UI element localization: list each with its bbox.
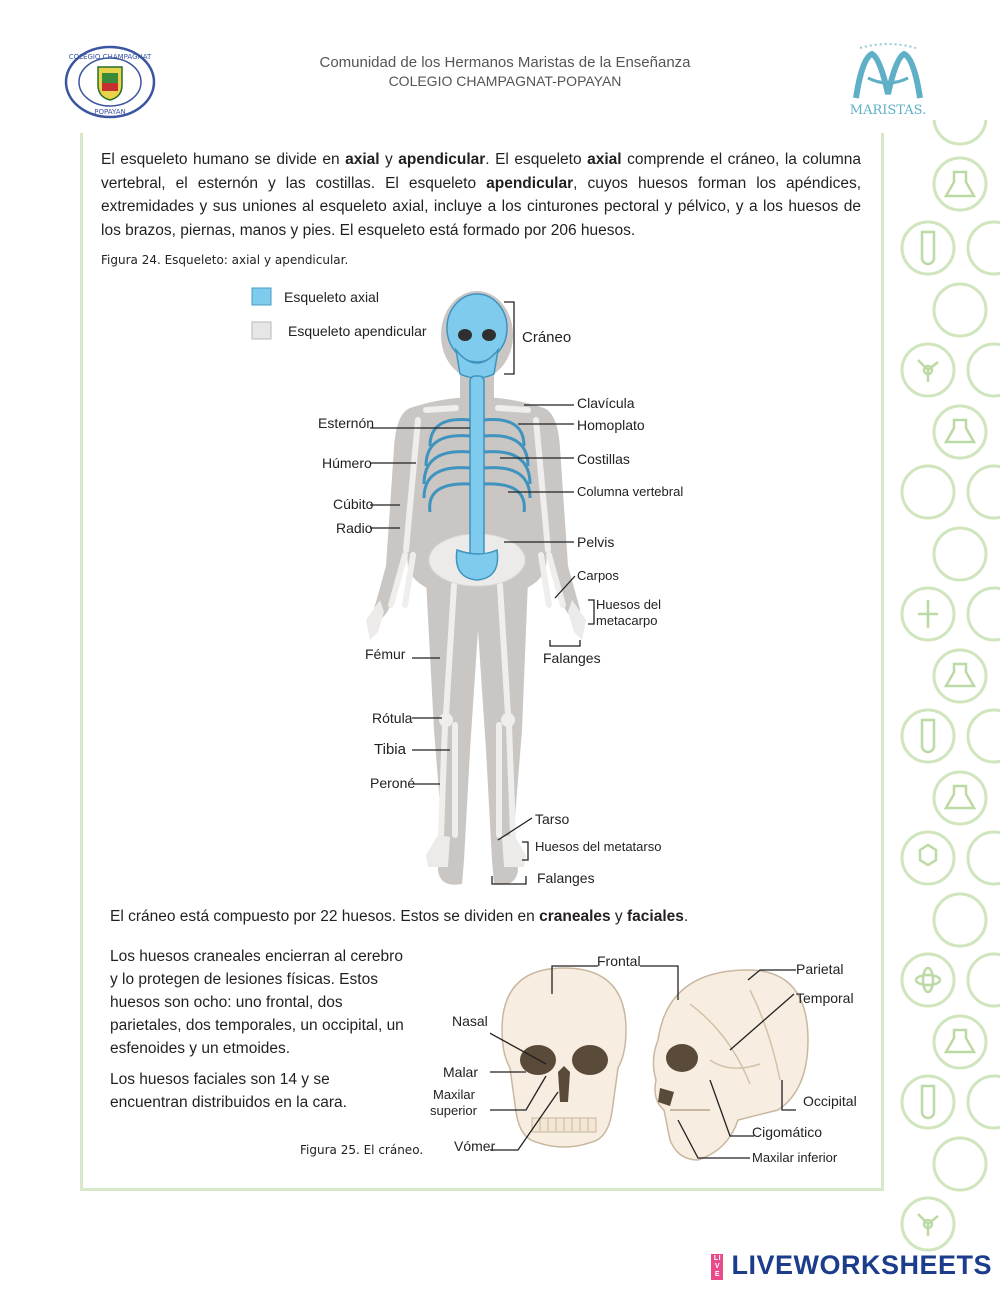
label-parietal: Parietal (796, 961, 844, 977)
liveworksheets-text: LIVEWORKSHEETS (731, 1250, 992, 1280)
decorative-science-icons (900, 120, 1000, 1260)
label-metacarpo-2: metacarpo (596, 613, 658, 628)
label-tibia: Tibia (374, 741, 406, 758)
label-pelvis: Pelvis (577, 534, 615, 550)
term-apendicular: apendicular (398, 151, 486, 168)
term-faciales: faciales (627, 908, 684, 925)
maristas-text: MARISTAS. (849, 103, 927, 118)
label-maxilar-2: superior (430, 1103, 477, 1118)
label-cigomatico: Cigomático (752, 1124, 823, 1140)
header-school: COLEGIO CHAMPAGNAT-POPAYAN (388, 73, 622, 89)
skeleton-figure (250, 280, 700, 900)
liveworksheets-mark: LIVE (711, 1254, 723, 1280)
label-esternon: Esternón (318, 415, 375, 431)
legend-apendicular-swatch (252, 322, 271, 339)
label-costillas: Costillas (577, 451, 630, 467)
label-carpos: Carpos (577, 568, 619, 583)
term-apendicular-2: apendicular (486, 174, 574, 192)
label-temporal: Temporal (796, 990, 854, 1006)
maristas-logo (838, 38, 938, 120)
label-columna: Columna vertebral (577, 484, 684, 499)
figure24-caption: Figura 24. Esqueleto: axial y apendicular. (101, 253, 349, 267)
label-frontal: Frontal (597, 953, 641, 969)
label-metacarpo-1: Huesos del (596, 597, 662, 612)
legend-axial-label: Esqueleto axial (284, 289, 379, 305)
intro-paragraph: El esqueleto humano se divide en axial y apendicular. El esqueleto axial comprende el cráneo, la columna vertebral, el esternón y las costillas. El esqueleto apendicular, cuyos huesos forman los apéndices, extremidades y sus uniones al esqueleto axial, incluye a los cinturones pectoral y pélvico, y a los huesos de los brazos, piernas, manos y pies. El esqueleto está formado por 206 huesos. (101, 151, 862, 239)
seal-text-top: COLEGIO CHAMPAGNAT (68, 53, 152, 61)
legend-axial-swatch (252, 288, 271, 305)
skull-front (502, 968, 626, 1147)
liveworksheets-logo (711, 1250, 992, 1281)
label-humero: Húmero (322, 455, 372, 471)
craneales-paragraph: Los huesos craneales encierran al cerebro y lo protegen de lesiones físicas. Estos huesos son ocho: uno frontal, dos parietales, dos temporales, un occipital, un esfenoides y un etmoides. (110, 948, 404, 1057)
header-community: Comunidad de los Hermanos Maristas de la Enseñanza (319, 54, 691, 71)
label-perone: Peroné (370, 775, 416, 791)
label-homoplato: Homoplato (577, 417, 645, 433)
label-cubito: Cúbito (333, 496, 374, 512)
label-maxilar-inferior: Maxilar inferior (752, 1150, 838, 1165)
label-falanges-mano: Falanges (543, 650, 601, 666)
label-metatarso: Huesos del metatarso (535, 839, 662, 854)
term-axial-2: axial (587, 151, 622, 168)
label-tarso: Tarso (535, 811, 570, 827)
label-clavicula: Clavícula (577, 395, 635, 411)
label-falanges-pie: Falanges (537, 870, 595, 886)
label-malar: Malar (443, 1064, 479, 1080)
label-nasal: Nasal (452, 1013, 488, 1029)
label-occipital: Occipital (803, 1093, 857, 1109)
faciales-paragraph: Los huesos faciales son 14 y se encuentran distribuidos en la cara. (110, 1071, 347, 1111)
term-axial: axial (345, 151, 380, 168)
craneo-intro: El cráneo está compuesto por 22 huesos. Estos se dividen en craneales y faciales. (110, 908, 689, 925)
label-craneo: Cráneo (522, 329, 572, 346)
label-radio: Radio (336, 520, 373, 536)
label-femur: Fémur (365, 646, 406, 662)
term-craneales: craneales (539, 908, 611, 925)
seal-text-bottom: POPAYAN (94, 108, 126, 116)
figure25-caption: Figura 25. El cráneo. (300, 1143, 424, 1157)
label-vomer: Vómer (454, 1138, 496, 1154)
legend-apendicular-label: Esqueleto apendicular (288, 323, 427, 339)
label-maxilar-1: Maxilar (433, 1087, 475, 1102)
label-rotula: Rótula (372, 710, 413, 726)
